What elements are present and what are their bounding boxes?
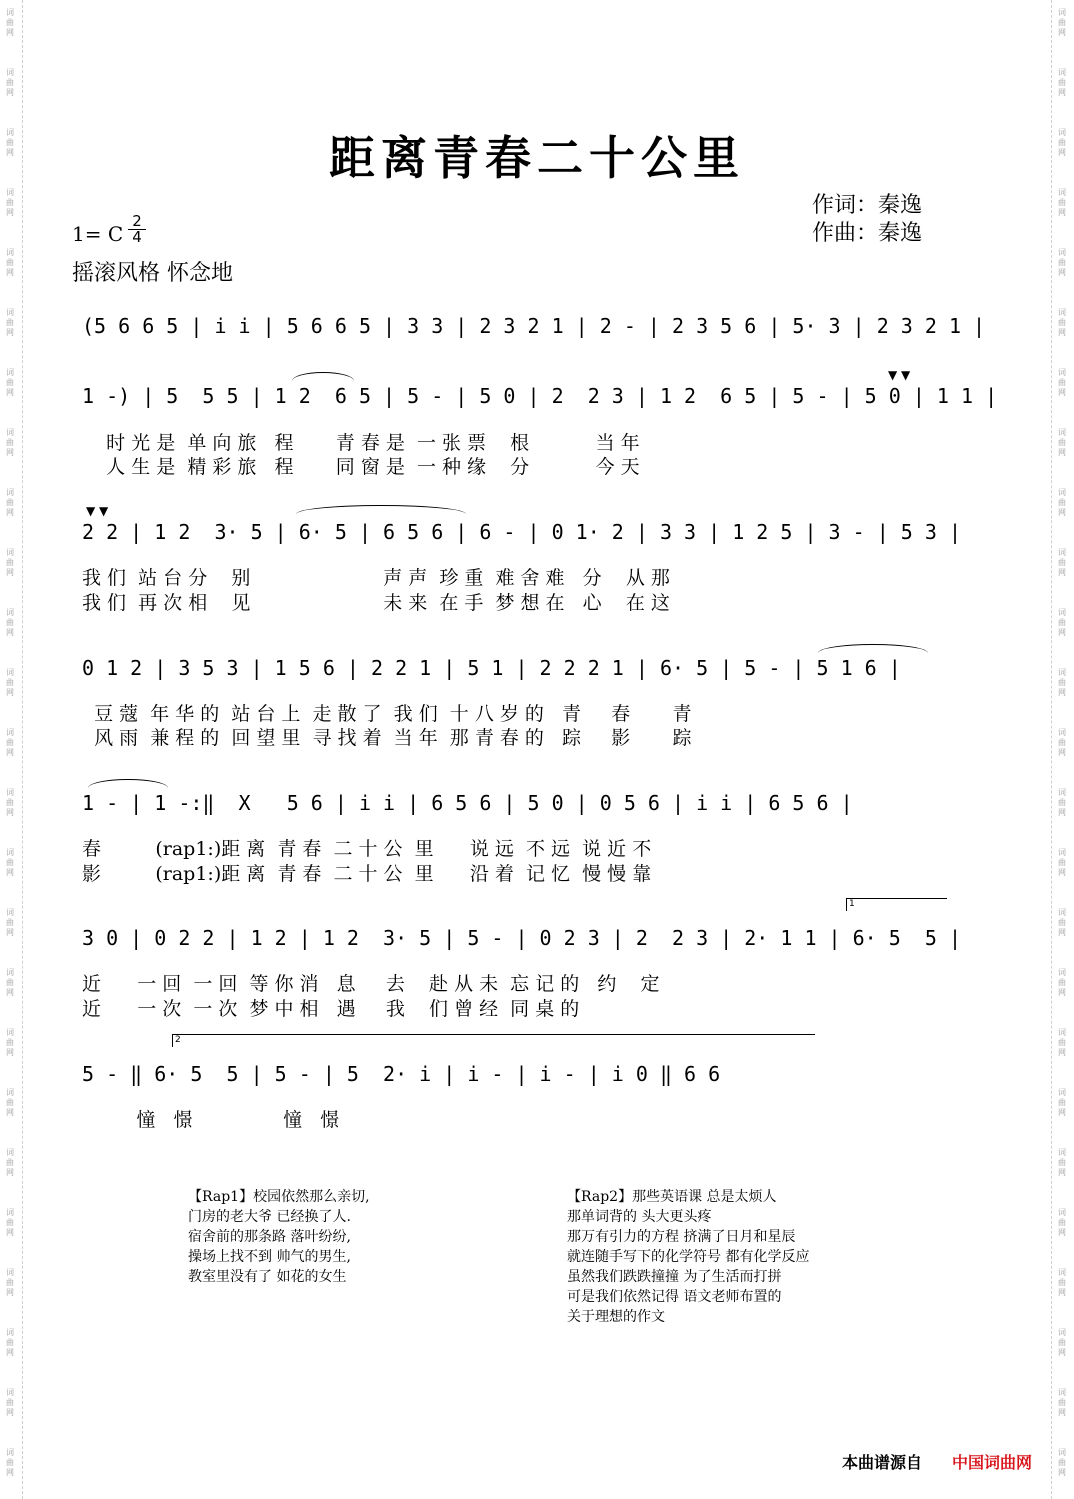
side-watermark: 词 曲 网: [6, 248, 14, 277]
rap2-line: 虽然我们跌跌撞撞 为了生活而打拼: [567, 1269, 782, 1285]
song-title: 距离青春二十公里: [329, 131, 745, 185]
score-row-2: 1 -) | 5 5 5 | 1 2 6 5 | 5 - | 5 0 | 2 2 3 | 1 2 6 5 | 5 - | 5 0 | 1 1 |: [82, 384, 998, 408]
rap1-block: [188, 1187, 370, 1287]
rap1-line: 操场上找不到 帅气的男生,: [188, 1249, 351, 1265]
side-watermark: 词 曲 网: [6, 848, 14, 877]
lyrics-row-3-verse-1: 我 们 站 台 分 别 声 声 珍 重 难 舍 难 分 从 那: [82, 567, 670, 589]
lyrics-row-7-verse-1: 憧 憬 憧 憬: [82, 1109, 340, 1131]
accent-mark: ▼ ▼: [86, 504, 109, 518]
side-watermark: 词 曲 网: [6, 128, 14, 157]
side-watermark: 词 曲 网: [1058, 788, 1066, 817]
side-watermark: 词 曲 网: [6, 1448, 14, 1477]
side-watermark: 词 曲 网: [1058, 728, 1066, 757]
score-row-7: 5 - ‖ 6· 5 5 | 5 - | 5 2· i | i - | i - | i 0 ‖ 6 6: [82, 1062, 721, 1086]
score-row-6: 3 0 | 0 2 2 | 1 2 | 1 2 3· 5 | 5 - | 0 2 3 | 2 2 3 | 2· 1 1 | 6· 5 5 |: [82, 926, 961, 950]
side-watermark: 词 曲 网: [6, 488, 14, 517]
side-watermark: 词 曲 网: [1058, 308, 1066, 337]
side-watermark: 词 曲 网: [1058, 1448, 1066, 1477]
rap2-line: 【Rap2】那些英语课 总是太烦人: [567, 1189, 777, 1205]
lyrics-row-5-verse-2: 影 (rap1:)距 离 青 春 二 十 公 里 沿 着 记 忆 慢 慢 靠: [82, 863, 652, 885]
side-watermark: 词 曲 网: [1058, 68, 1066, 97]
volta-first-ending: 1: [846, 898, 947, 911]
lyrics-row-4-verse-2: 风 雨 兼 程 的 回 望 里 寻 找 着 当 年 那 青 春 的 踪 影 踪: [82, 727, 692, 749]
footer-site-name: 中国词曲网: [952, 1453, 1033, 1472]
volta-second-ending: 2: [172, 1034, 815, 1047]
side-watermark: 词 曲 网: [6, 188, 14, 217]
side-watermark: 词 曲 网: [6, 908, 14, 937]
score-row-4: 0 1 2 | 3 5 3 | 1 5 6 | 2 2 1 | 5 1 | 2 2 2 1 | 6· 5 | 5 - | 5 1 6 |: [82, 656, 901, 680]
lyrics-row-5-verse-1: 春 (rap1:)距 离 青 春 二 十 公 里 说 远 不 远 说 近 不: [82, 838, 652, 860]
side-watermark: 词 曲 网: [1058, 1088, 1066, 1117]
score-row-3: 2 2 | 1 2 3· 5 | 6· 5 | 6 5 6 | 6 - | 0 1· 2 | 3 3 | 1 2 5 | 3 - | 5 3 |: [82, 520, 961, 544]
side-watermark: 词 曲 网: [6, 1088, 14, 1117]
side-watermark: 词 曲 网: [6, 308, 14, 337]
rap2-line: 那单词背的 头大更头疼: [567, 1209, 712, 1225]
side-watermark: 词 曲 网: [1058, 1028, 1066, 1057]
score-row-5: 1 - | 1 -:‖ X 5 6 | i i | 6 5 6 | 5 0 | 0 5 6 | i i | 6 5 6 |: [82, 791, 853, 815]
rap2-line: 可是我们依然记得 语文老师布置的: [567, 1289, 782, 1305]
slur-mark: [818, 644, 928, 653]
rap1-line: 教室里没有了 如花的女生: [188, 1269, 347, 1285]
side-watermark: 词 曲 网: [1058, 368, 1066, 397]
rap1-line: 宿舍前的那条路 落叶纷纷,: [188, 1229, 351, 1245]
score-row-1: (5 6 6 5 | i i | 5 6 6 5 | 3 3 | 2 3 2 1 | 2 - | 2 3 5 6 | 5· 3 | 2 3 2 1 |: [82, 314, 986, 338]
side-watermark: 词 曲 网: [1058, 1208, 1066, 1237]
side-watermark: 词 曲 网: [6, 428, 14, 457]
rap2-line: 关于理想的作文: [567, 1309, 665, 1325]
side-watermark: 词 曲 网: [1058, 8, 1066, 37]
composer-credit: 作曲：秦逸: [812, 221, 923, 246]
side-watermark: 词 曲 网: [1058, 1328, 1066, 1357]
rap1-line: 【Rap1】校园依然那么亲切,: [188, 1189, 370, 1205]
side-watermark: 词 曲 网: [6, 728, 14, 757]
lyrics-row-6-verse-1: 近 一 回 一 回 等 你 消 息 去 赴 从 未 忘 记 的 约 定: [82, 973, 660, 995]
performance-style: 摇滚风格 怀念地: [72, 261, 233, 286]
left-margin-strip: [0, 0, 23, 1499]
side-watermark: 词 曲 网: [6, 368, 14, 397]
lyrics-row-2-verse-2: 人 生 是 精 彩 旅 程 同 窗 是 一 种 缘 分 今 天: [82, 456, 640, 478]
lyrics-row-3-verse-2: 我 们 再 次 相 见 未 来 在 手 梦 想 在 心 在 这: [82, 592, 670, 614]
time-numerator: 2: [128, 214, 146, 230]
side-watermark: 词 曲 网: [6, 1328, 14, 1357]
side-watermark: 词 曲 网: [1058, 848, 1066, 877]
side-watermark: 词 曲 网: [1058, 1148, 1066, 1177]
side-watermark: 词 曲 网: [1058, 548, 1066, 577]
rap2-block: [567, 1187, 809, 1327]
slur-mark: [292, 372, 354, 381]
slur-mark: [296, 505, 466, 514]
side-watermark: 词 曲 网: [1058, 488, 1066, 517]
slur-mark: [88, 779, 168, 788]
side-watermark: 词 曲 网: [1058, 428, 1066, 457]
time-denominator: 4: [132, 228, 142, 246]
right-margin-strip: [1051, 0, 1074, 1499]
side-watermark: 词 曲 网: [6, 608, 14, 637]
rap2-line: 就连随手写下的化学符号 都有化学反应: [567, 1249, 810, 1265]
side-watermark: 词 曲 网: [6, 548, 14, 577]
side-watermark: 词 曲 网: [6, 8, 14, 37]
side-watermark: 词 曲 网: [1058, 968, 1066, 997]
side-watermark: 词 曲 网: [1058, 248, 1066, 277]
side-watermark: 词 曲 网: [1058, 668, 1066, 697]
side-watermark: 词 曲 网: [1058, 128, 1066, 157]
side-watermark: 词 曲 网: [6, 968, 14, 997]
rap2-line: 那万有引力的方程 挤满了日月和星辰: [567, 1229, 796, 1245]
side-watermark: 词 曲 网: [6, 1388, 14, 1417]
side-watermark: 词 曲 网: [6, 788, 14, 817]
side-watermark: 词 曲 网: [1058, 188, 1066, 217]
lyrics-row-6-verse-2: 近 一 次 一 次 梦 中 相 遇 我 们 曾 经 同 桌 的: [82, 998, 580, 1020]
side-watermark: 词 曲 网: [6, 1208, 14, 1237]
side-watermark: 词 曲 网: [1058, 608, 1066, 637]
side-watermark: 词 曲 网: [1058, 1388, 1066, 1417]
key-signature: 1= C: [72, 222, 124, 246]
side-watermark: 词 曲 网: [6, 1268, 14, 1297]
rap1-line: 门房的老大爷 已经换了人.: [188, 1209, 351, 1225]
lyrics-row-4-verse-1: 豆 蔻 年 华 的 站 台 上 走 散 了 我 们 十 八 岁 的 青 春 青: [82, 703, 692, 725]
side-watermark: 词 曲 网: [6, 68, 14, 97]
side-watermark: 词 曲 网: [1058, 908, 1066, 937]
lyrics-row-2-verse-1: 时 光 是 单 向 旅 程 青 春 是 一 张 票 根 当 年: [82, 432, 640, 454]
footer-source-label: 本曲谱源自: [842, 1453, 923, 1472]
side-watermark: 词 曲 网: [6, 668, 14, 697]
side-watermark: 词 曲 网: [1058, 1268, 1066, 1297]
accent-mark: ▼ ▼: [888, 368, 911, 382]
side-watermark: 词 曲 网: [6, 1028, 14, 1057]
time-signature: [128, 214, 146, 245]
side-watermark: 词 曲 网: [6, 1148, 14, 1177]
lyricist-credit: 作词：秦逸: [812, 193, 923, 218]
